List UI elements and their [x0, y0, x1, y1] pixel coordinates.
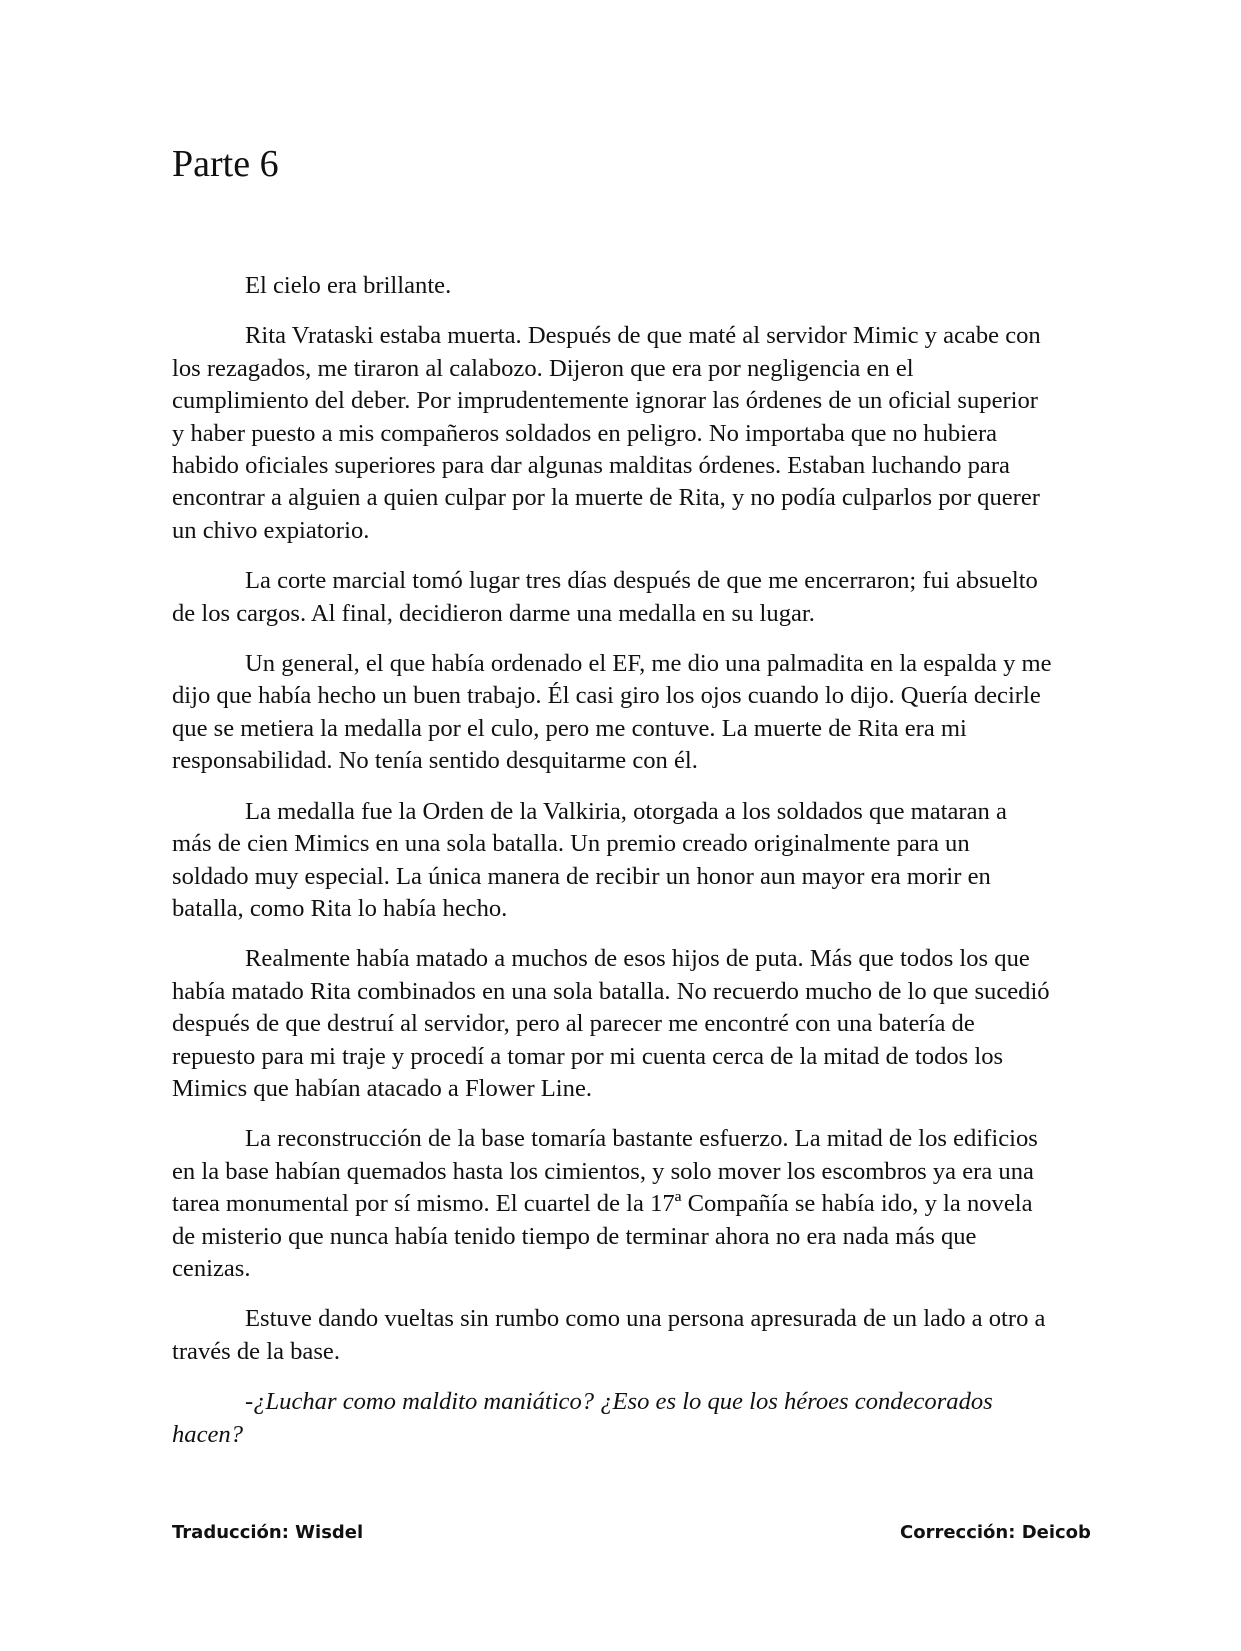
paragraph-5: La medalla fue la Orden de la Valkiria, otorgada a los soldados que mataran a más de cien Mimics en una sola batalla. Un premio creado originalmente para un soldado muy especial. La única manera de recibir un honor aun mayor era morir en batalla, como Rita lo había hecho.: [172, 797, 1007, 922]
body-text: [172, 270, 1052, 1469]
paragraph-2: Rita Vrataski estaba muerta. Después de que maté al servidor Mimic y acabe con los rezagados, me tiraron al calabozo. Dijeron que era por negligencia en el cumplimiento del deber. Por imprudentemente ignorar las órdenes de un oficial superior y haber puesto a mis compañeros soldados en peligro. No importaba que no hubiera habido oficiales superiores para dar algunas malditas órdenes. Estaban luchando para encontrar a alguien a quien culpar por la muerte de Rita, y no podía culparlos por querer un chivo expiatorio.: [172, 322, 1041, 544]
paragraph-3: La corte marcial tomó lugar tres días después de que me encerraron; fui absuelto de los cargos. Al final, decidieron darme una medalla en su lugar.: [172, 567, 1038, 627]
paragraph-1: El cielo era brillante.: [245, 272, 452, 299]
paragraph-dialogue: -¿Luchar como maldito maniático? ¿Eso es lo que los héroes condecorados hacen?: [172, 1388, 993, 1448]
paragraph-8: Estuve dando vueltas sin rumbo como una persona apresurada de un lado a otro a través de la base.: [172, 1305, 1046, 1365]
paragraph-7: La reconstrucción de la base tomaría bastante esfuerzo. La mitad de los edificios en la base habían quemados hasta los cimientos, y solo mover los escombros ya era una tarea monumental por sí mismo. El cuartel de la 17ª Compañía se había ido, y la novela de misterio que nunca había tenido tiempo de terminar ahora no era nada más que cenizas.: [172, 1125, 1038, 1282]
chapter-title: Parte 6: [172, 143, 279, 185]
footer-translation-credit: Traducción: Wisdel: [172, 1522, 364, 1543]
paragraph-4: Un general, el que había ordenado el EF, me dio una palmadita en la espalda y me dijo que había hecho un buen trabajo. Él casi giro los ojos cuando lo dijo. Quería decirle que se metiera la medalla por el culo, pero me contuve. La muerte de Rita era mi responsabilidad. No tenía sentido desquitarme con él.: [172, 650, 1052, 775]
footer-correction-credit: Corrección: Deicob: [900, 1522, 1091, 1543]
paragraph-6: Realmente había matado a muchos de esos hijos de puta. Más que todos los que había matado Rita combinados en una sola batalla. No recuerdo mucho de lo que sucedió después de que destruí al servidor, pero al parecer me encontré con una batería de repuesto para mi traje y procedí a tomar por mi cuenta cerca de la mitad de todos los Mimics que habían atacado a Flower Line.: [172, 945, 1050, 1102]
